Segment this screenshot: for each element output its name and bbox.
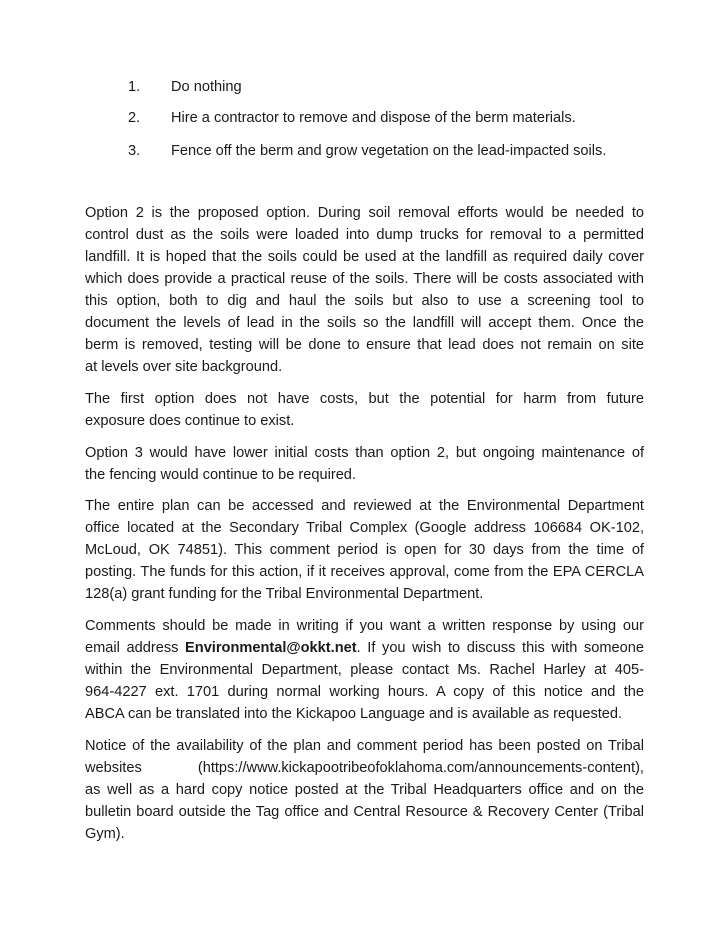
text-line [85, 637, 644, 659]
text-line: websites (https://www.kickapootribeofoklahoma.com/announcements-content), [85, 760, 644, 776]
list-item-number: 1. [128, 79, 141, 95]
text-line: this option, both to dig and haul the soils but also to use a screening tool to [85, 293, 644, 309]
list-item-text: Fence off the berm and grow vegetation on the lead-impacted soils. [171, 143, 607, 159]
email-link[interactable]: Environmental@okkt.net [185, 640, 357, 656]
text-fragment: . If you wish to discuss this with someone [356, 640, 645, 656]
text-line: posting. The funds for this action, if it receives approval, come from the EPA CERCLA [85, 564, 644, 580]
paragraph-first-option [85, 388, 644, 432]
text-line: Gym). [85, 826, 125, 842]
list-item-number: 3. [128, 143, 141, 159]
text-line: document the levels of lead in the soils so the landfill will accept them. Once the [85, 315, 644, 331]
paragraph-comments [85, 615, 644, 725]
paragraph-option-3 [85, 442, 644, 486]
paragraph-notice-availability [85, 735, 644, 845]
text-line: the fencing would continue to be required. [85, 467, 356, 483]
list-item-number: 2. [128, 110, 141, 126]
list-item-text: Do nothing [171, 79, 242, 95]
text-line: within the Environmental Department, please contact Ms. Rachel Harley at 405- [85, 662, 644, 678]
text-line: ABCA can be translated into the Kickapoo Language and is available as requested. [85, 706, 623, 722]
text-line: 128(a) grant funding for the Tribal Environmental Department. [85, 586, 484, 602]
text-line: Notice of the availability of the plan and comment period has been posted on Tribal [85, 738, 644, 754]
text-line: control dust as the soils were loaded into dump trucks for removal to a permitted [85, 227, 644, 243]
text-line: The entire plan can be accessed and reviewed at the Environmental Department [85, 498, 644, 514]
text-line: exposure does continue to exist. [85, 413, 295, 429]
text-line: which does provide a practical reuse of the soils. There will be costs associated with [85, 271, 644, 287]
text-fragment: email address [85, 640, 186, 656]
paragraph-proposed-option [85, 202, 644, 378]
paragraph-plan-access [85, 495, 644, 605]
text-line: office located at the Secondary Tribal Complex (Google address 106684 OK-102, [85, 520, 644, 536]
text-line: The first option does not have costs, but the potential for harm from future [85, 391, 644, 407]
text-line: 964-4227 ext. 1701 during normal working hours. A copy of this notice and the [85, 684, 644, 700]
text-line: at levels over site background. [85, 359, 283, 375]
text-line: landfill. It is hoped that the soils could be used at the landfill as required daily cover [85, 249, 644, 265]
text-line: berm is removed, testing will be done to ensure that lead does not remain on site [85, 337, 644, 353]
text-line: Option 2 is the proposed option. During soil removal efforts would be needed to [85, 205, 644, 221]
text-line: McLoud, OK 74851). This comment period is open for 30 days from the time of [85, 542, 644, 558]
text-line: bulletin board outside the Tag office and Central Resource & Recovery Center (Tribal [85, 804, 644, 820]
text-line: Option 3 would have lower initial costs than option 2, but ongoing maintenance of [85, 445, 644, 461]
text-line: as well as a hard copy notice posted at the Tribal Headquarters office and on the [85, 782, 644, 798]
list-item-text: Hire a contractor to remove and dispose of the berm materials. [171, 110, 576, 126]
text-line: Comments should be made in writing if you want a written response by using our [85, 618, 644, 634]
